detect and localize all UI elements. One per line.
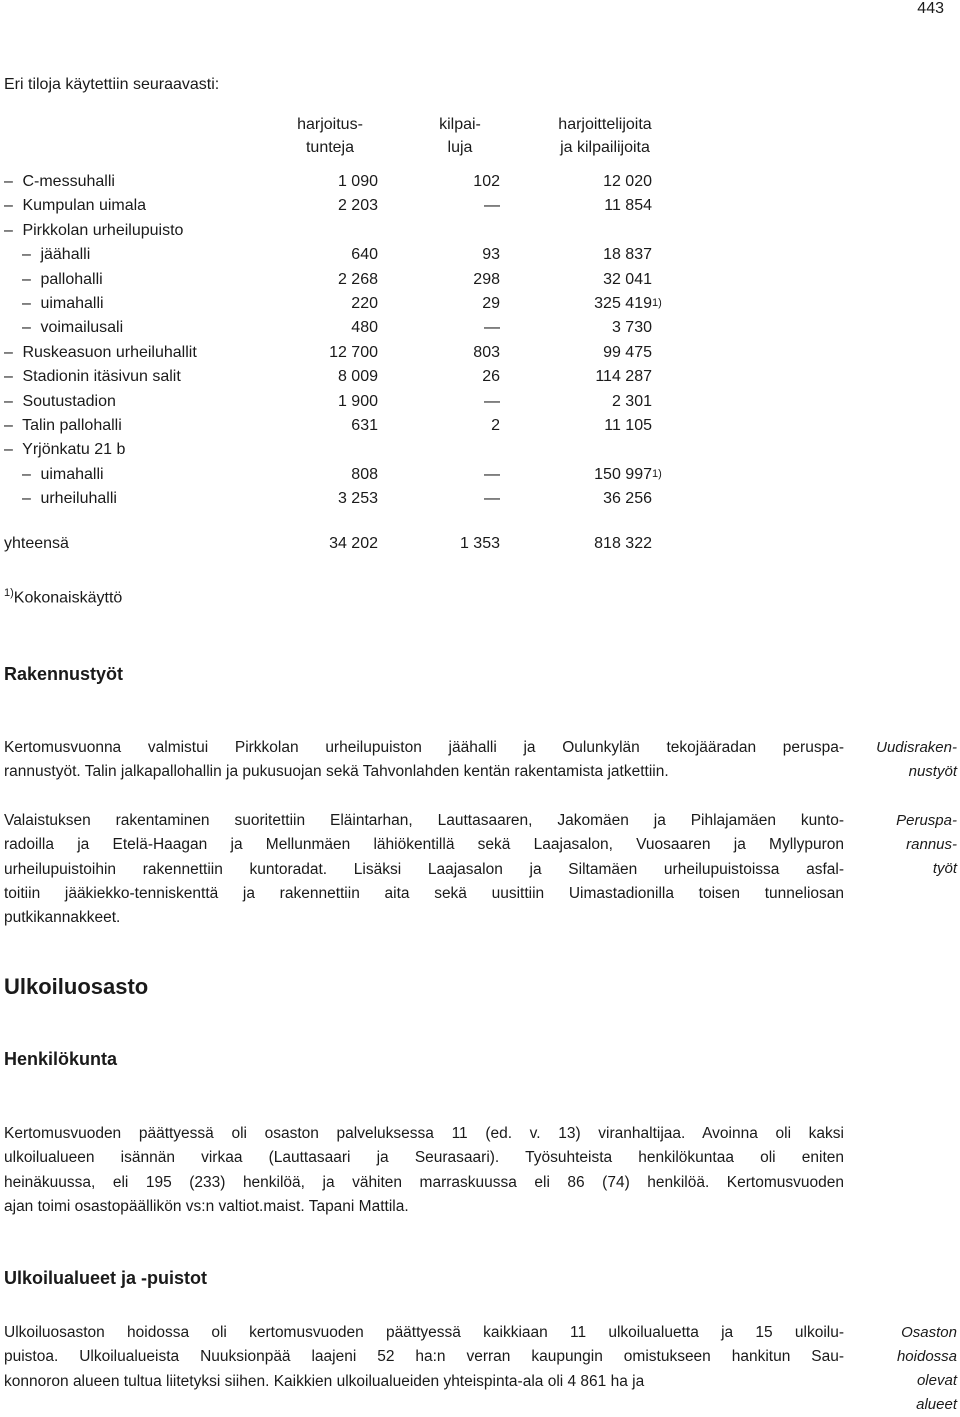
total-c2: 1 353	[459, 535, 500, 552]
cell-c1: 2 203	[337, 197, 378, 215]
row-label	[4, 368, 181, 386]
row-dash: –	[22, 490, 31, 508]
row-dash: –	[22, 270, 31, 288]
text-line: toitiin jääkiekko-tenniskenttä ja rakennettiin aita sekä uusittiin Uimastadionilla toisen tunneliosan	[4, 884, 844, 902]
paragraph-ulkoilualueet	[4, 1321, 844, 1394]
row-dash: –	[4, 368, 13, 386]
footnote-mark: 1)	[652, 297, 662, 309]
row-dash: –	[4, 221, 13, 239]
row-dash: –	[22, 295, 31, 312]
table-row	[0, 222, 700, 246]
row-label-text: Ruskeasuon urheiluhallit	[22, 343, 197, 361]
row-dash: –	[22, 319, 31, 337]
table-row	[0, 368, 700, 392]
cell-c3: 150 997$^{1)}$	[594, 465, 662, 483]
cell-c3: 325 419$^{1)}$	[594, 295, 662, 312]
total-label: yhteensä	[4, 535, 69, 552]
table-row	[0, 417, 700, 441]
text-line: nustyöt	[908, 763, 957, 780]
text-line: putkikannakkeet.	[4, 909, 121, 927]
cell-c2: 26	[482, 368, 500, 386]
cell-c3: 11 854	[604, 197, 652, 215]
row-label	[22, 295, 104, 313]
row-label-text: Yrjönkatu 21 b	[22, 441, 126, 459]
row-label	[22, 466, 104, 484]
text-line: työt	[932, 860, 957, 877]
text-line: olevat	[916, 1372, 957, 1389]
text-line: alueet	[916, 1396, 957, 1413]
total-c3: 818 322	[594, 535, 652, 552]
row-label	[22, 490, 117, 508]
text-line: ajan toimi osastopäällikön vs:n valtiot.maist. Tapani Mattila.	[4, 1197, 409, 1215]
heading-henkilokunta: Henkilökunta	[4, 1049, 118, 1069]
row-dash: –	[22, 465, 31, 483]
row-label	[4, 344, 197, 362]
row-label	[4, 441, 125, 459]
table-row	[0, 246, 700, 270]
cell-c1: 640	[351, 246, 378, 264]
footnote: $^{1)}$Kokonaiskäyttö	[4, 587, 123, 607]
table-row	[0, 173, 700, 197]
cell-c1: 8 009	[337, 368, 378, 386]
row-label-text: uimahalli	[40, 465, 104, 483]
page-number: 443	[917, 0, 944, 17]
text-line: ulkoilualueen isännän virkaa (Lauttasaari ja Seurasaari). Työsuhteista henkilökuntaa oli eniten	[4, 1149, 844, 1167]
row-label-text: Kumpulan uimala	[22, 197, 147, 215]
header-harjoitustunteja: harjoitus- tunteja	[297, 116, 363, 156]
cell-c3: 2 301	[611, 392, 652, 410]
cell-c3: 32 041	[603, 270, 652, 288]
cell-c3: 114 287	[595, 368, 652, 386]
text-line: Valaistuksen rakentaminen suoritettiin Eläintarhan, Lauttasaaren, Jakomäen ja Pihlajamäen kunto-	[4, 812, 844, 829]
row-label	[4, 173, 115, 191]
text-line: rannustyöt. Talin jalkapallohallin ja pukusuojan sekä Tahvonlahden kentän rakentamista jatkettiin.	[4, 763, 669, 781]
row-label-text: jäähalli	[40, 246, 91, 264]
table-row	[0, 490, 700, 514]
text-line: hoidossa	[896, 1348, 957, 1365]
cell-c1: 220	[351, 295, 378, 312]
text-line: Uudisraken-	[876, 739, 957, 756]
row-dash: –	[4, 343, 13, 361]
cell-c2: 102	[473, 173, 500, 190]
text-line: Kertomusvuoden päättyessä oli osaston palveluksessa 11 (ed. v. 13) viranhaltijaa. Avoinna oli kaksi	[4, 1125, 844, 1142]
text-line: puistoa. Ulkoilualueista Nuuksionpää laajeni 52 ha:n verran kaupungin omistukseen hankitun Sau-	[4, 1348, 844, 1366]
row-label-text: Pirkkolan urheilupuisto	[22, 221, 184, 239]
row-label-text: uimahalli	[40, 295, 104, 312]
cell-c3: 36 256	[603, 490, 652, 508]
text-line: rannus-	[906, 836, 957, 853]
cell-c2: —	[484, 197, 500, 215]
cell-c2: 2	[491, 417, 500, 434]
row-label	[4, 393, 116, 411]
table-row	[0, 295, 700, 319]
cell-c2: —	[484, 392, 500, 410]
cell-c2: 298	[473, 270, 500, 288]
text-line: urheilupuistoihin rakennettiin kuntoradat. Lisäksi Laajasalon ja Siltamäen urheilupuistoissa asfal-	[4, 860, 844, 878]
text-line: heinäkuussa, eli 195 (233) henkilöä, ja vähiten marraskuussa eli 86 (74) henkilöä. Kertomusvuoden	[4, 1173, 844, 1191]
table-row	[0, 319, 700, 343]
paragraph-rakennustyot-2	[4, 809, 844, 930]
total-c1: 34 202	[329, 535, 378, 552]
cell-c3: 12 020	[603, 173, 652, 190]
heading-ulkoilualueet: Ulkoilualueet ja -puistot	[4, 1268, 208, 1288]
text-line: radoilla ja Etelä-Haagan ja Mellunmäen lähiökentillä sekä Laajasalon, Vuosaaren ja Myllypuron	[4, 836, 844, 854]
row-label-text: pallohalli	[40, 270, 103, 288]
cell-c3: 18 837	[603, 246, 652, 264]
row-dash: –	[4, 417, 13, 434]
cell-c1: 1 900	[337, 392, 378, 410]
table-row	[0, 344, 700, 368]
text-line: konnoron alueen tultua liitetyksi siihen. Kaikkien ulkoilualueiden yhteispinta-ala oli 4 861 ha ja	[4, 1372, 645, 1390]
heading-rakennustyot: Rakennustyöt	[4, 664, 124, 684]
row-label	[22, 246, 90, 264]
table-row	[0, 466, 700, 490]
table-row	[0, 271, 700, 295]
intro-text: Eri tiloja käytettiin seuraavasti:	[4, 76, 220, 93]
row-label-text: Soutustadion	[22, 392, 116, 410]
cell-c3: 99 475	[603, 343, 652, 361]
text-line: Osaston	[901, 1324, 957, 1341]
row-label-text: Talin pallohalli	[22, 417, 122, 434]
cell-c2: —	[484, 319, 500, 337]
row-label-text: urheiluhalli	[40, 490, 117, 508]
row-dash: –	[4, 197, 13, 215]
footnote-mark: 1)	[652, 467, 662, 480]
header-kilpailuja: kilpai- luja	[439, 116, 481, 156]
margin-note-osaston-hoidossa	[847, 1321, 957, 1417]
cell-c2: 93	[482, 246, 500, 264]
row-label	[4, 417, 122, 435]
row-dash: –	[4, 441, 13, 459]
table-total-row	[0, 535, 700, 559]
table-row	[0, 393, 700, 417]
row-label-text: voimailusali	[40, 319, 124, 337]
table-row	[0, 197, 700, 221]
cell-c3	[518, 222, 668, 240]
cell-c1: 631	[351, 417, 378, 434]
row-label	[4, 197, 146, 215]
row-label-text: C-messuhalli	[22, 173, 115, 190]
cell-c3	[518, 441, 668, 459]
cell-c2: —	[484, 490, 500, 508]
cell-c1: 1 090	[337, 173, 378, 190]
cell-c3: 3 730	[611, 319, 652, 337]
table-row	[0, 441, 700, 465]
row-label	[22, 271, 103, 289]
heading-ulkoiluosasto: Ulkoiluosasto	[4, 974, 149, 999]
text-line: Peruspa-	[896, 812, 957, 829]
paragraph-rakennustyot-1	[4, 736, 844, 785]
cell-c1: 2 268	[337, 270, 378, 288]
row-label-text: Stadionin itäsivun salit	[22, 368, 181, 386]
cell-c1: 808	[351, 465, 378, 483]
paragraph-henkilokunta	[4, 1122, 844, 1219]
text-line: Ulkoiluosaston hoidossa oli kertomusvuoden päättyessä kaikkiaan 11 ulkoilualuetta ja 15 ulkoilu-	[4, 1324, 844, 1341]
row-dash: –	[4, 392, 13, 410]
text-line: Kertomusvuonna valmistui Pirkkolan urheilupuiston jäähalli ja Oulunkylän tekojääradan peruspa-	[4, 739, 844, 756]
header-harjoittelijoita: harjoittelijoita ja kilpailijoita	[558, 116, 652, 156]
margin-note-uudisrakennustyot	[847, 736, 957, 784]
row-label	[4, 222, 183, 240]
row-dash: –	[4, 173, 13, 190]
margin-note-perusparannustyot	[847, 809, 957, 881]
row-dash: –	[22, 246, 31, 264]
cell-c3: 11 105	[604, 417, 652, 434]
cell-c2: 803	[473, 343, 500, 361]
cell-c2: —	[484, 465, 500, 483]
cell-c1: 12 700	[329, 343, 378, 361]
row-label	[22, 319, 123, 337]
cell-c1: 3 253	[337, 490, 378, 508]
cell-c2: 29	[482, 295, 500, 312]
cell-c1: 480	[351, 319, 378, 337]
